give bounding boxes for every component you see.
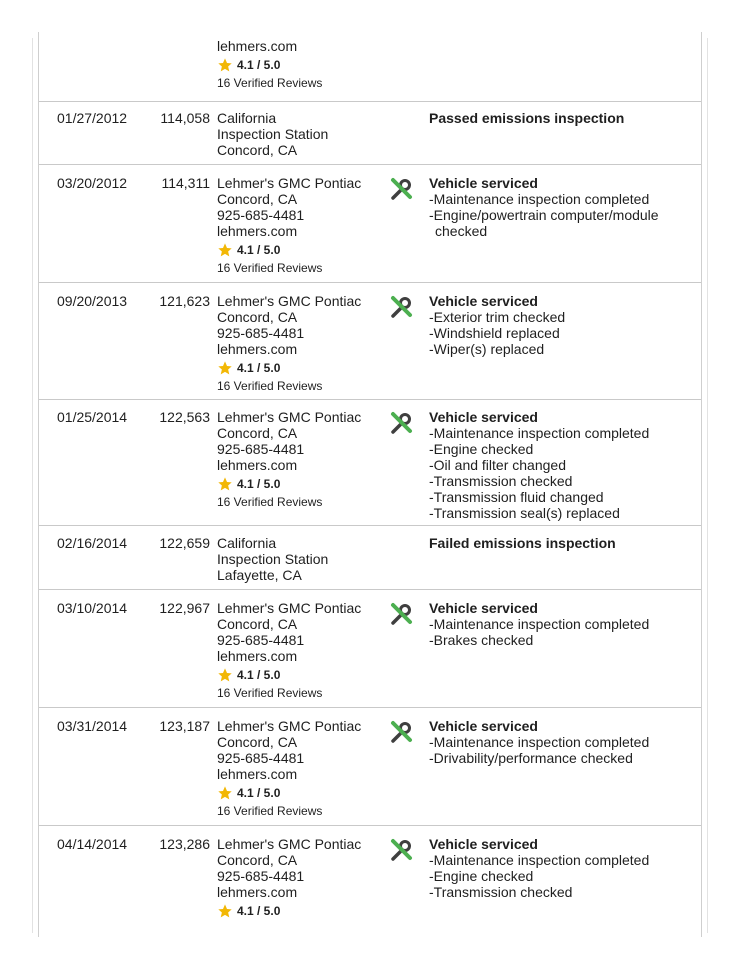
- dealer-location: Concord, CA: [217, 734, 298, 750]
- event-title: Vehicle serviced: [429, 409, 538, 425]
- table-row: [39, 825, 701, 937]
- rating: [217, 360, 361, 376]
- star-icon: [217, 785, 233, 801]
- rating: [217, 903, 361, 919]
- rating: [217, 242, 361, 258]
- source-cell: [217, 409, 361, 510]
- star-icon: [217, 476, 233, 492]
- rating: [217, 476, 361, 492]
- star-icon: [217, 360, 233, 376]
- dealer-phone: 925-685-4481: [217, 750, 305, 766]
- dealer-website: lehmers.com: [217, 457, 298, 473]
- table-row-fragment: [39, 32, 701, 102]
- date-cell: 03/31/2014: [57, 718, 128, 734]
- star-icon: [217, 903, 233, 919]
- service-item: -Engine/powertrain computer/module: [429, 207, 659, 223]
- service-item: -Brakes checked: [429, 632, 534, 648]
- description-cell: [429, 535, 616, 551]
- description-cell: [429, 836, 649, 900]
- source-cell: [217, 293, 361, 394]
- review-count: 16 Verified Reviews: [217, 76, 323, 90]
- dealer-name: Lehmer's GMC Pontiac: [217, 175, 362, 191]
- dealer-location: Concord, CA: [217, 616, 298, 632]
- dealer-phone: 925-685-4481: [217, 441, 305, 457]
- date-cell: 01/25/2014: [57, 409, 128, 425]
- service-item: -Maintenance inspection completed: [429, 852, 650, 868]
- source-line: Inspection Station: [217, 551, 329, 567]
- source-line: California: [217, 535, 277, 551]
- table-row: [39, 164, 701, 283]
- table-row: [39, 589, 701, 708]
- description-cell: [429, 175, 659, 239]
- rating-value: 4.1 / 5.0: [237, 243, 281, 257]
- service-item: -Exterior trim checked: [429, 309, 566, 325]
- date-cell: 04/14/2014: [57, 836, 128, 852]
- dealer-website: lehmers.com: [217, 766, 298, 782]
- service-item: -Drivability/performance checked: [429, 750, 633, 766]
- event-title: Vehicle serviced: [429, 293, 538, 309]
- table-row: [39, 399, 701, 526]
- description-cell: [429, 293, 565, 357]
- review-count: 16 Verified Reviews: [217, 686, 323, 700]
- date-cell: 03/10/2014: [57, 600, 128, 616]
- table-row: [39, 101, 701, 165]
- rating: [217, 57, 322, 73]
- dealer-website: lehmers.com: [217, 884, 298, 900]
- wrench-screwdriver-icon: [389, 719, 415, 745]
- star-icon: [217, 667, 233, 683]
- source-line: Lafayette, CA: [217, 567, 302, 583]
- dealer-name: Lehmer's GMC Pontiac: [217, 409, 362, 425]
- source-cell: [217, 38, 322, 91]
- source-cell: [217, 175, 361, 276]
- dealer-location: Concord, CA: [217, 191, 298, 207]
- source-cell: [217, 718, 361, 819]
- dealer-name: Lehmer's GMC Pontiac: [217, 836, 362, 852]
- wrench-screwdriver-icon: [389, 601, 415, 627]
- description-cell: [429, 409, 649, 521]
- table-row: [39, 282, 701, 400]
- dealer-name: Lehmer's GMC Pontiac: [217, 600, 362, 616]
- date-cell: 01/27/2012: [57, 110, 128, 126]
- dealer-location: Concord, CA: [217, 309, 298, 325]
- table-row: [39, 707, 701, 826]
- wrench-screwdriver-icon: [389, 176, 415, 202]
- dealer-phone: 925-685-4481: [217, 868, 305, 884]
- rating: [217, 785, 361, 801]
- service-item: -Engine checked: [429, 868, 534, 884]
- source-line: California: [217, 110, 277, 126]
- rating-value: 4.1 / 5.0: [237, 786, 281, 800]
- star-icon: [217, 242, 233, 258]
- service-item: -Maintenance inspection completed: [429, 191, 650, 207]
- rating-value: 4.1 / 5.0: [237, 58, 281, 72]
- service-history-table: [38, 32, 702, 937]
- mileage-cell: 123,187: [159, 718, 210, 734]
- description-cell: [429, 600, 649, 648]
- service-item: -Transmission checked: [429, 473, 573, 489]
- mileage-cell: 114,311: [161, 175, 210, 191]
- service-item: -Transmission checked: [429, 884, 573, 900]
- mileage-cell: 122,563: [159, 409, 210, 425]
- service-item: -Transmission fluid changed: [429, 489, 604, 505]
- source-line: Inspection Station: [217, 126, 329, 142]
- date-cell: 09/20/2013: [57, 293, 128, 309]
- dealer-location: Concord, CA: [217, 852, 298, 868]
- review-count: 16 Verified Reviews: [217, 495, 323, 509]
- dealer-location: Concord, CA: [217, 425, 298, 441]
- mileage-cell: 122,659: [159, 535, 210, 551]
- rating-value: 4.1 / 5.0: [237, 904, 281, 918]
- rating-value: 4.1 / 5.0: [237, 477, 281, 491]
- service-item: -Maintenance inspection completed: [429, 616, 650, 632]
- dealer-phone: 925-685-4481: [217, 325, 305, 341]
- mileage-cell: 122,967: [159, 600, 210, 616]
- source-cell: [217, 535, 328, 583]
- event-title: Vehicle serviced: [429, 718, 538, 734]
- wrench-screwdriver-icon: [389, 837, 415, 863]
- service-item: checked: [435, 223, 488, 239]
- rating-value: 4.1 / 5.0: [237, 668, 281, 682]
- service-item: -Maintenance inspection completed: [429, 734, 650, 750]
- mileage-cell: 121,623: [159, 293, 210, 309]
- dealer-name: Lehmer's GMC Pontiac: [217, 293, 362, 309]
- source-cell: [217, 600, 361, 701]
- event-title: Passed emissions inspection: [429, 110, 625, 126]
- service-item: -Wiper(s) replaced: [429, 341, 545, 357]
- dealer-website: lehmers.com: [217, 648, 298, 664]
- service-item: -Windshield replaced: [429, 325, 560, 341]
- dealer-phone: 925-685-4481: [217, 207, 305, 223]
- mileage-cell: 123,286: [159, 836, 210, 852]
- review-count: 16 Verified Reviews: [217, 261, 323, 275]
- description-cell: [429, 110, 624, 126]
- dealer-phone: 925-685-4481: [217, 632, 305, 648]
- service-item: -Oil and filter changed: [429, 457, 566, 473]
- event-title: Vehicle serviced: [429, 600, 538, 616]
- wrench-screwdriver-icon: [389, 410, 415, 436]
- event-title: Failed emissions inspection: [429, 535, 616, 551]
- service-item: -Transmission seal(s) replaced: [429, 505, 620, 521]
- service-item: -Engine checked: [429, 441, 534, 457]
- description-cell: [429, 718, 649, 766]
- star-icon: [217, 57, 233, 73]
- rating: [217, 667, 361, 683]
- date-cell: 03/20/2012: [57, 175, 128, 191]
- date-cell: 02/16/2014: [57, 535, 128, 551]
- rating-value: 4.1 / 5.0: [237, 361, 281, 375]
- dealer-website: lehmers.com: [217, 341, 298, 357]
- source-line: Concord, CA: [217, 142, 298, 158]
- dealer-name: Lehmer's GMC Pontiac: [217, 718, 362, 734]
- review-count: 16 Verified Reviews: [217, 804, 323, 818]
- review-count: 16 Verified Reviews: [217, 379, 323, 393]
- event-title: Vehicle serviced: [429, 175, 538, 191]
- dealer-website: lehmers.com: [217, 223, 298, 239]
- wrench-screwdriver-icon: [389, 294, 415, 320]
- table-row: [39, 525, 701, 590]
- event-title: Vehicle serviced: [429, 836, 538, 852]
- dealer-website: lehmers.com: [217, 38, 298, 54]
- source-cell: [217, 110, 328, 158]
- service-item: -Maintenance inspection completed: [429, 425, 650, 441]
- source-cell: [217, 836, 361, 919]
- mileage-cell: 114,058: [160, 110, 210, 126]
